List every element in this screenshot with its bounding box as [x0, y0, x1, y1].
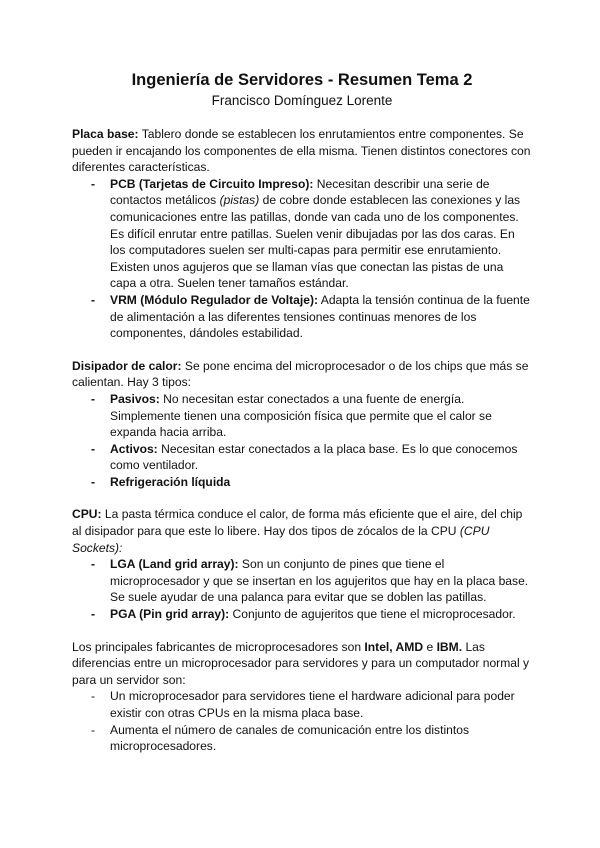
pcb-text-a: Necesitan describir una serie de contactos metálicos — [110, 176, 490, 208]
list-item — [110, 441, 532, 474]
document-page — [72, 70, 532, 755]
pasivos-text: No necesitan estar conectados a una fuente de energía. Simplemente tienen una composición física que permite que el calor se expanda hacia arriba. — [110, 391, 492, 440]
section-fabricantes — [72, 639, 532, 755]
section-cpu — [72, 506, 532, 622]
cpu-italic: (CPU Sockets): — [72, 524, 490, 555]
pga-term: PGA (Pin grid array): — [110, 607, 230, 622]
list-item — [110, 292, 532, 342]
activos-text: Necesitan estar conectados a la placa base. Es lo que conocemos como ventilador. — [110, 441, 518, 473]
pga-text: Conjunto de agujeritos que tiene el microprocesador. — [229, 607, 516, 622]
list-item — [110, 556, 532, 606]
pcb-italic: (pistas) — [219, 193, 260, 208]
fabricantes-ibm: IBM. — [436, 639, 463, 654]
lga-text: Son un conjunto de pines que tiene el microprocesador y que se insertan en los agujeritos que hay en la placa base. Se suele ayudar de una palanca para evitar que se doblen las patillas. — [110, 557, 529, 605]
disipador-text: Se pone encima del microprocesador o de los chips que más se calientan. Hay 3 tipos: — [72, 358, 529, 390]
section-disipador — [72, 358, 532, 491]
list-item — [110, 176, 532, 292]
document-title: Ingeniería de Servidores - Resumen Tema 2 — [131, 71, 473, 89]
fabricantes-paragraph — [72, 639, 532, 689]
cpu-term: CPU: — [72, 507, 102, 522]
vrm-term: VRM (Módulo Regulador de Voltaje): — [110, 292, 319, 307]
placa-base-list — [72, 176, 532, 342]
list-item — [110, 391, 532, 441]
disipador-term: Disipador de calor: — [72, 358, 182, 373]
pasivos-term: Pasivos: — [110, 391, 160, 406]
disipador-paragraph — [72, 358, 532, 391]
pcb-term: PCB (Tarjetas de Circuito Impreso): — [110, 176, 314, 191]
placa-base-paragraph — [72, 126, 532, 176]
fabricantes-text-b: e — [423, 639, 437, 654]
list-item: - Aumenta el número de canales de comunicación entre los distintos microprocesadores. — [110, 722, 532, 755]
fabricantes-list — [72, 688, 532, 754]
list-item: - Un microprocesador para servidores tiene el hardware adicional para poder existir con otras CPUs en la misma placa base. — [110, 688, 532, 721]
list-item — [110, 606, 532, 623]
placa-base-text: Tablero donde se establecen los enrutamientos entre componentes. Se pueden ir encajando los componentes de ella misma. Tienen distintos conectores con diferentes características. — [72, 127, 531, 175]
fabricantes-text-a: Los principales fabricantes de microprocesadores son — [72, 639, 365, 654]
lga-term: LGA (Land grid array): — [110, 557, 239, 572]
cpu-list — [72, 556, 532, 622]
cpu-text: La pasta térmica conduce el calor, de forma más eficiente que el aire, del chip al disipador para que este lo libere. Hay dos tipos de zócalos de la CPU — [72, 507, 523, 539]
activos-term: Activos: — [110, 441, 158, 456]
document-author: Francisco Domínguez Lorente — [211, 93, 393, 108]
fabricantes-text-c: Las diferencias entre un microprocesador para servidores y para un computador normal y para un servidor son: — [72, 639, 530, 687]
list-item — [110, 474, 532, 491]
vrm-text: Adapta la tensión continua de la fuente de alimentación a las diferentes tensiones continuas menores de los componentes, dándoles estabilidad. — [110, 292, 530, 341]
disipador-list — [72, 391, 532, 491]
section-placa-base — [72, 126, 532, 342]
placa-base-term: Placa base: — [72, 127, 139, 141]
refrigeracion-term: Refrigeración líquida — [110, 474, 231, 489]
cpu-paragraph — [72, 506, 532, 556]
pcb-text-b: de cobre donde establecen las conexiones y las comunicaciones entre las patillas, donde van cada uno de los componentes. Es difícil enrutar entre patillas. Suelen venir dibujadas por las dos caras. En los computadores suelen ser multi-capas para permitir ese enrutamiento. Existen unos agujeros que se llaman vías que conectan las pistas de una capa a otra. Suelen tener tamaños estándar. — [110, 193, 521, 291]
fabricantes-intel-amd: Intel, AMD — [364, 639, 424, 654]
